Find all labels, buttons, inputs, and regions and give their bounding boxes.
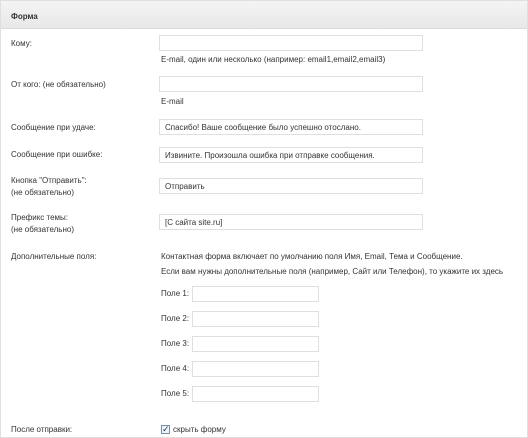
from-hint: E-mail [161,97,184,106]
to-label: Кому: [11,39,32,48]
to-hint: E-mail, один или несколько (например: email1,email2,email3) [161,55,386,64]
hide-form-checkbox-label[interactable]: скрыть форму [173,425,226,434]
submit-button-optional: (не обязательно) [11,188,75,197]
extra-fields-note-1: Контактная форма включает по умолчанию поля Имя, Email, Тема и Сообщение. [161,252,463,261]
panel-header [1,1,527,29]
extra-field-1-input[interactable] [192,286,319,302]
success-message-label: Сообщение при удаче: [11,123,96,132]
panel-title: Форма [11,12,38,21]
extra-fields-note-2: Если вам нужны дополнительные поля (например, Сайт или Телефон), то укажите их здесь [161,267,504,276]
extra-field-3-label: Поле 3: [161,339,190,348]
success-message-input[interactable] [159,119,423,135]
extra-field-1-label: Поле 1: [161,289,190,298]
subject-prefix-optional: (не обязательно) [11,225,75,234]
extra-field-2-input[interactable] [192,311,319,327]
extra-field-2-label: Поле 2: [161,314,190,323]
extra-field-4-input[interactable] [192,361,319,377]
extra-field-5-input[interactable] [192,386,319,402]
to-input[interactable] [159,35,423,51]
subject-prefix-input[interactable] [159,214,423,230]
hide-form-checkbox[interactable] [161,425,170,434]
subject-prefix-label: Префикс темы: [11,213,69,222]
extra-field-4-label: Поле 4: [161,364,190,373]
submit-button-input[interactable] [159,178,423,194]
extra-field-3-input[interactable] [192,336,319,352]
extra-fields-label: Дополнительные поля: [11,252,97,261]
error-message-input[interactable] [159,147,423,163]
submit-button-label: Кнопка "Отправить": [11,176,87,185]
checkmark-icon: ✓ [162,424,170,434]
from-label: От кого: (не обязательно) [11,80,106,89]
error-message-label: Сообщение при ошибке: [11,150,103,159]
after-submit-label: После отправки: [11,425,73,434]
extra-field-5-label: Поле 5: [161,389,190,398]
from-input[interactable] [159,76,423,92]
